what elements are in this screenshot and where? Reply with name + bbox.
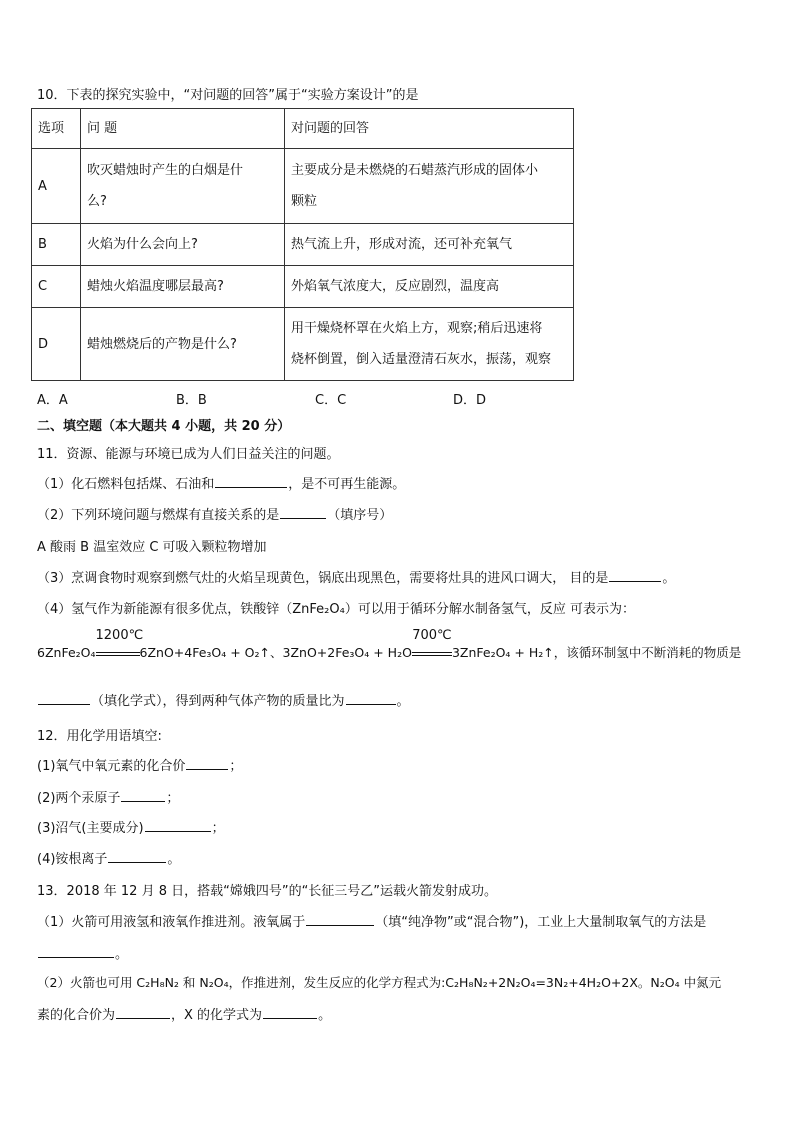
q12-item1 — [37, 755, 242, 774]
reaction-condition-1 — [95, 628, 144, 660]
q11-part1-text: （1）化石燃料包括煤、石油和 — [37, 477, 215, 492]
q13-part1-text: （1）火箭可用液氢和液氧作推进剂。液氧属于 — [37, 915, 306, 930]
q13-part1-answer — [37, 943, 128, 962]
q11-part3-text: （3）烹调食物时观察到燃气灶的火焰呈现黄色，锅底出现黑色，需要将灶具的进风口调大， 目的是 — [37, 571, 609, 586]
choice-a: A．A — [37, 393, 68, 408]
table-row — [32, 266, 574, 308]
q11-stem: 11．资源、能源与环境已成为人们日益关注的问题。 — [37, 447, 340, 462]
row-answer: 外焰氧气浓度大，反应剧烈，温度高 — [285, 266, 574, 308]
q12-item2 — [37, 787, 179, 806]
equals-sign — [412, 652, 452, 656]
equation-products-1: 6ZnO+4Fe₃O₄ + O₂↑、3ZnO+2Fe₃O₄ + H₂O — [139, 645, 412, 660]
answer-blank[interactable] — [121, 789, 165, 802]
answer-blank[interactable] — [346, 692, 396, 705]
header-option: 选项 — [32, 109, 81, 149]
answer-blank[interactable] — [609, 569, 661, 582]
q10-table — [31, 108, 574, 381]
answer-blank[interactable] — [116, 1006, 170, 1019]
q13-part1-tail: （填“纯净物”或“混合物”)，工业上大量制取氧气的方法是 — [375, 915, 707, 930]
choice-b: B．B — [176, 393, 207, 408]
q12-stem: 12．用化学用语填空: — [37, 729, 162, 744]
q11-part2-text: （2）下列环境问题与燃煤有直接关系的是 — [37, 508, 280, 523]
period: 。 — [115, 947, 129, 962]
q11-equation — [37, 628, 742, 661]
q11-part4-text: （填化学式），得到两种气体产物的质量比为 — [91, 694, 345, 709]
q12-item2-text: (2)两个汞原子 — [37, 791, 121, 806]
q12-item1-text: (1)氧气中氧元素的化合价 — [37, 759, 186, 774]
q11-part3 — [37, 567, 675, 586]
semicolon: ； — [211, 821, 225, 836]
answer-blank[interactable] — [263, 1006, 317, 1019]
q11-part4-tail: 。 — [396, 694, 410, 709]
row-option: D — [32, 308, 81, 381]
q13-part2-answer — [37, 1004, 331, 1023]
q11-part1-tail: ，是不可再生能源。 — [288, 477, 406, 492]
period: 。 — [167, 852, 181, 867]
q11-options: A 酸雨 B 温室效应 C 可吸入颗粒物增加 — [37, 540, 267, 555]
row-question: 蜡烛燃烧后的产物是什么? — [81, 308, 285, 381]
section-title: 二、填空题（本大题共 4 小题，共 20 分） — [37, 419, 291, 434]
q12-item4-text: (4)铵根离子 — [37, 852, 108, 867]
condition-label: 1200℃ — [95, 628, 144, 643]
answer-blank[interactable] — [38, 692, 90, 705]
equation-products-2: 3ZnFe₂O₄ + H₂↑，该循环制氢中不断消耗的物质是 — [451, 645, 742, 660]
q11-part4: （4）氢气作为新能源有很多优点，铁酸锌（ZnFe₂O₄）可以用于循环分解水制备氢气，反应 可表示为： — [37, 602, 635, 617]
answer-blank[interactable] — [215, 475, 287, 488]
table-row — [32, 149, 574, 224]
table-row — [32, 308, 574, 381]
answer-line: 烧杯倒置，倒入适量澄清石灰水，振荡，观察 — [291, 352, 552, 367]
row-option: B — [32, 224, 81, 266]
answer-blank[interactable] — [280, 506, 326, 519]
q11-part3-tail: 。 — [662, 571, 676, 586]
q12-item4 — [37, 848, 180, 867]
answer-line: 颗粒 — [291, 194, 318, 209]
row-question — [81, 149, 285, 224]
row-option: C — [32, 266, 81, 308]
q13-stem: 13．2018 年 12 月 8 日，搭载“嫦娥四号”的“长征三号乙”运载火箭发射成功。 — [37, 884, 498, 899]
semicolon: ； — [229, 759, 243, 774]
question-line: 么? — [87, 194, 107, 209]
choice-d: D．D — [453, 393, 487, 408]
q12-item3 — [37, 817, 225, 836]
answer-blank[interactable] — [145, 819, 211, 832]
answer-line: 用干燥烧杯罩在火焰上方，观察;稍后迅速将 — [291, 321, 543, 336]
q10-stem: 10．下表的探究实验中，“对问题的回答”属于“实验方案设计”的是 — [37, 88, 419, 103]
row-answer — [285, 149, 574, 224]
q11-part2-tail: （填序号） — [327, 508, 393, 523]
semicolon: ； — [166, 791, 180, 806]
answer-blank[interactable] — [108, 850, 166, 863]
row-question: 火焰为什么会向上? — [81, 224, 285, 266]
answer-line: 主要成分是未燃烧的石蜡蒸汽形成的固体小 — [291, 163, 539, 178]
answer-blank[interactable] — [306, 913, 374, 926]
row-option: A — [32, 149, 81, 224]
q13-part1 — [37, 911, 706, 930]
period: 。 — [318, 1008, 332, 1023]
equation-reactant: 6ZnFe₂O₄ — [37, 645, 96, 660]
q11-part1 — [37, 473, 405, 492]
reaction-condition-2 — [412, 628, 452, 660]
header-answer: 对问题的回答 — [285, 109, 574, 149]
equals-sign — [96, 652, 140, 656]
row-question: 蜡烛火焰温度哪层最高? — [81, 266, 285, 308]
q11-part4-answer — [37, 690, 410, 709]
table-row — [32, 224, 574, 266]
table-header-row — [32, 109, 574, 149]
header-question: 问 题 — [81, 109, 285, 149]
condition-label: 700℃ — [412, 628, 452, 643]
answer-blank[interactable] — [38, 945, 114, 958]
q13-part2: （2）火箭也可用 C₂H₈N₂ 和 N₂O₄，作推进剂，发生反应的化学方程式为:C₂H₈N₂+2N₂O₄=3N₂+4H₂O+2X。N₂O₄ 中氮元 — [37, 975, 722, 990]
choice-c: C．C — [315, 393, 347, 408]
question-line: 吹灭蜡烛时产生的白烟是什 — [87, 163, 244, 178]
answer-blank[interactable] — [186, 757, 228, 770]
q13-part2-mid: ，X 的化学式为 — [171, 1008, 263, 1023]
row-answer: 热气流上升，形成对流，还可补充氧气 — [285, 224, 574, 266]
q13-part2-text: 素的化合价为 — [37, 1008, 116, 1023]
row-answer — [285, 308, 574, 381]
q12-item3-text: (3)沼气(主要成分) — [37, 821, 144, 836]
q11-part2 — [37, 504, 392, 523]
